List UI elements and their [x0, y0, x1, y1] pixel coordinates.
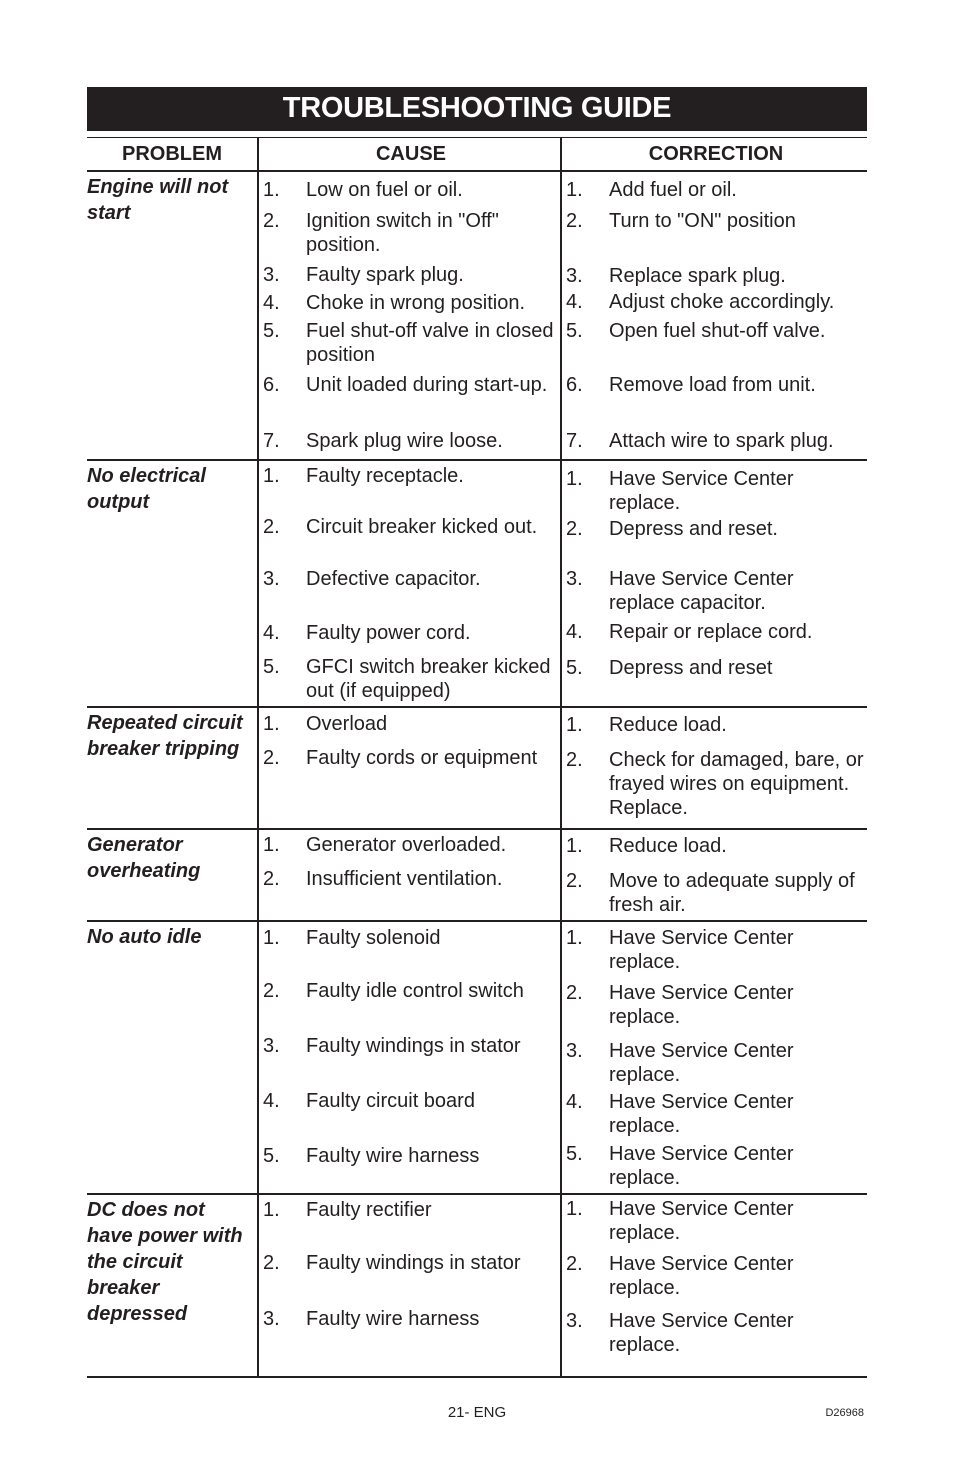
- item-text: Have Service Center replace.: [609, 1143, 794, 1189]
- item-text: Faulty circuit board: [306, 1090, 475, 1112]
- item-number: 1.: [566, 468, 583, 490]
- item-number: 1.: [566, 1198, 583, 1220]
- correction-item: [566, 319, 864, 343]
- column-divider: [560, 137, 562, 1378]
- cause-item: [263, 515, 555, 539]
- item-number: 1.: [263, 927, 280, 949]
- item-text: Faulty solenoid: [306, 927, 441, 949]
- correction-item: [566, 567, 864, 615]
- column-divider: [257, 137, 259, 1378]
- item-text: Generator overloaded.: [306, 834, 507, 856]
- item-number: 3.: [566, 1310, 583, 1332]
- item-number: 2.: [566, 870, 583, 892]
- item-number: 5.: [566, 657, 583, 679]
- cause-item: [263, 712, 555, 736]
- item-text: Have Service Center replace.: [609, 468, 794, 514]
- item-number: 5.: [263, 320, 280, 342]
- item-text: Open fuel shut-off valve.: [609, 320, 826, 342]
- item-text: Reduce load.: [609, 714, 727, 736]
- item-text: Low on fuel or oil.: [306, 179, 463, 201]
- item-text: Faulty spark plug.: [306, 264, 464, 286]
- item-text: Circuit breaker kicked out.: [306, 516, 538, 538]
- row-divider: [87, 1193, 867, 1195]
- correction-item: [566, 1142, 864, 1190]
- item-text: Have Service Center replace.: [609, 1040, 794, 1086]
- problem-cell: DC does not have power with the circuit breaker depressed: [87, 1199, 243, 1325]
- item-number: 2.: [263, 516, 280, 538]
- item-text: Have Service Center replace.: [609, 982, 794, 1028]
- item-text: Move to adequate supply of fresh air.: [609, 870, 855, 916]
- item-number: 3.: [263, 264, 280, 286]
- item-number: 1.: [566, 927, 583, 949]
- header-correction: CORRECTION: [648, 143, 784, 165]
- correction-item: [566, 1090, 864, 1138]
- cause-item: [263, 1089, 555, 1113]
- cause-item: [263, 867, 555, 891]
- correction-item: [566, 517, 864, 541]
- item-number: 4.: [263, 292, 280, 314]
- item-number: 2.: [566, 1253, 583, 1275]
- item-text: Insufficient ventilation.: [306, 868, 503, 890]
- item-text: Remove load from unit.: [609, 374, 816, 396]
- header-cause: CAUSE: [375, 143, 446, 165]
- item-number: 2.: [263, 210, 280, 232]
- correction-item: [566, 178, 864, 202]
- table-bottom-rule: [87, 1376, 867, 1378]
- correction-item: [566, 264, 864, 288]
- row-divider: [87, 459, 867, 461]
- cause-item: [263, 263, 555, 287]
- item-text: Replace spark plug.: [609, 265, 786, 287]
- item-text: Choke in wrong position.: [306, 292, 526, 314]
- problem-cell: No electrical output: [87, 465, 206, 513]
- page-title: TROUBLESHOOTING GUIDE: [87, 87, 867, 131]
- item-text: Faulty wire harness: [306, 1145, 480, 1167]
- item-number: 1.: [566, 714, 583, 736]
- cause-item: [263, 464, 555, 488]
- item-text: Unit loaded during start-up.: [306, 374, 548, 396]
- item-text: Check for damaged, bare, or frayed wires on equipment. Replace.: [609, 749, 864, 819]
- correction-item: [566, 981, 864, 1029]
- correction-item: [566, 713, 864, 737]
- item-number: 1.: [263, 1199, 280, 1221]
- item-number: 2.: [566, 518, 583, 540]
- item-number: 2.: [566, 210, 583, 232]
- problem-cell: Generator overheating: [87, 834, 201, 882]
- correction-item: [566, 926, 864, 974]
- correction-item: [566, 748, 864, 820]
- item-text: Depress and reset.: [609, 518, 778, 540]
- item-text: Fuel shut-off valve in closed position: [306, 320, 554, 366]
- correction-item: [566, 373, 864, 397]
- item-number: 7.: [566, 430, 583, 452]
- item-number: 3.: [566, 568, 583, 590]
- item-text: Faulty windings in stator: [306, 1035, 521, 1057]
- item-text: Add fuel or oil.: [609, 179, 737, 201]
- item-text: Have Service Center replace.: [609, 1253, 794, 1299]
- row-divider: [87, 706, 867, 708]
- cause-item: [263, 746, 555, 770]
- item-number: 3.: [566, 265, 583, 287]
- item-number: 6.: [566, 374, 583, 396]
- item-text: Reduce load.: [609, 835, 727, 857]
- item-number: 3.: [263, 568, 280, 590]
- item-text: Adjust choke accordingly.: [609, 291, 835, 313]
- item-number: 5.: [566, 1143, 583, 1165]
- item-number: 2.: [263, 747, 280, 769]
- item-number: 2.: [566, 982, 583, 1004]
- correction-item: [566, 620, 864, 644]
- item-text: Faulty idle control switch: [306, 980, 524, 1002]
- item-text: Depress and reset: [609, 657, 773, 679]
- item-text: Have Service Center replace.: [609, 1091, 794, 1137]
- item-number: 6.: [263, 374, 280, 396]
- item-number: 7.: [263, 430, 280, 452]
- cause-item: [263, 429, 555, 453]
- item-number: 1.: [263, 179, 280, 201]
- item-text: Repair or replace cord.: [609, 621, 813, 643]
- correction-item: [566, 1039, 864, 1087]
- item-text: Faulty power cord.: [306, 622, 471, 644]
- item-text: Attach wire to spark plug.: [609, 430, 834, 452]
- item-number: 5.: [263, 656, 280, 678]
- correction-item: [566, 1197, 864, 1245]
- correction-item: [566, 1309, 864, 1357]
- item-number: 4.: [263, 1090, 280, 1112]
- cause-item: [263, 1144, 555, 1168]
- cause-item: [263, 926, 555, 950]
- correction-item: [566, 467, 864, 515]
- item-number: 5.: [566, 320, 583, 342]
- header-problem: PROBLEM: [122, 143, 222, 165]
- item-text: Turn to "ON" position: [609, 210, 796, 232]
- item-number: 1.: [263, 834, 280, 856]
- item-number: 4.: [263, 622, 280, 644]
- item-number: 2.: [263, 1252, 280, 1274]
- item-text: Faulty receptacle.: [306, 465, 464, 487]
- problem-cell: No auto idle: [87, 926, 202, 948]
- correction-item: [566, 834, 864, 858]
- item-number: 2.: [263, 980, 280, 1002]
- cause-item: [263, 1307, 555, 1331]
- item-number: 3.: [263, 1035, 280, 1057]
- cause-item: [263, 979, 555, 1003]
- item-text: Have Service Center replace.: [609, 1198, 794, 1244]
- item-number: 2.: [263, 868, 280, 890]
- row-divider: [87, 828, 867, 830]
- cause-item: [263, 1034, 555, 1058]
- item-number: 4.: [566, 1091, 583, 1113]
- correction-item: [566, 1252, 864, 1300]
- item-text: Faulty rectifier: [306, 1199, 432, 1221]
- item-text: Faulty windings in stator: [306, 1252, 521, 1274]
- item-number: 4.: [566, 621, 583, 643]
- item-number: 3.: [566, 1040, 583, 1062]
- correction-item: [566, 429, 864, 453]
- item-text: GFCI switch breaker kicked out (if equipped): [306, 656, 551, 702]
- item-text: Spark plug wire loose.: [306, 430, 503, 452]
- header-top-rule: [87, 137, 867, 138]
- item-text: Have Service Center replace.: [609, 1310, 794, 1356]
- cause-item: [263, 1198, 555, 1222]
- page-number: 21- ENG: [447, 1404, 507, 1421]
- problem-cell: Repeated circuit breaker tripping: [87, 712, 243, 760]
- item-text: Faulty wire harness: [306, 1308, 480, 1330]
- item-text: Have Service Center replace capacitor.: [609, 568, 794, 614]
- item-number: 1.: [566, 835, 583, 857]
- item-number: 5.: [263, 1145, 280, 1167]
- item-text: Faulty cords or equipment: [306, 747, 538, 769]
- item-number: 4.: [566, 291, 583, 313]
- item-number: 3.: [263, 1308, 280, 1330]
- problem-cell: Engine will not start: [87, 176, 229, 224]
- item-number: 2.: [566, 749, 583, 771]
- item-number: 1.: [263, 465, 280, 487]
- item-text: Defective capacitor.: [306, 568, 481, 590]
- correction-item: [566, 209, 864, 233]
- cause-item: [263, 621, 555, 645]
- cause-item: [263, 655, 555, 703]
- item-text: Ignition switch in "Off" position.: [306, 210, 499, 256]
- cause-item: [263, 209, 555, 257]
- cause-item: [263, 178, 555, 202]
- cause-item: [263, 567, 555, 591]
- item-number: 1.: [566, 179, 583, 201]
- cause-item: [263, 1251, 555, 1275]
- cause-item: [263, 319, 555, 367]
- cause-item: [263, 833, 555, 857]
- item-number: 1.: [263, 713, 280, 735]
- cause-item: [263, 291, 555, 315]
- document-code: D26968: [825, 1407, 864, 1419]
- correction-item: [566, 290, 864, 314]
- correction-item: [566, 869, 864, 917]
- cause-item: [263, 373, 555, 397]
- item-text: Have Service Center replace.: [609, 927, 794, 973]
- item-text: Overload: [306, 713, 388, 735]
- correction-item: [566, 656, 864, 680]
- header-bottom-rule: [87, 170, 867, 172]
- row-divider: [87, 920, 867, 922]
